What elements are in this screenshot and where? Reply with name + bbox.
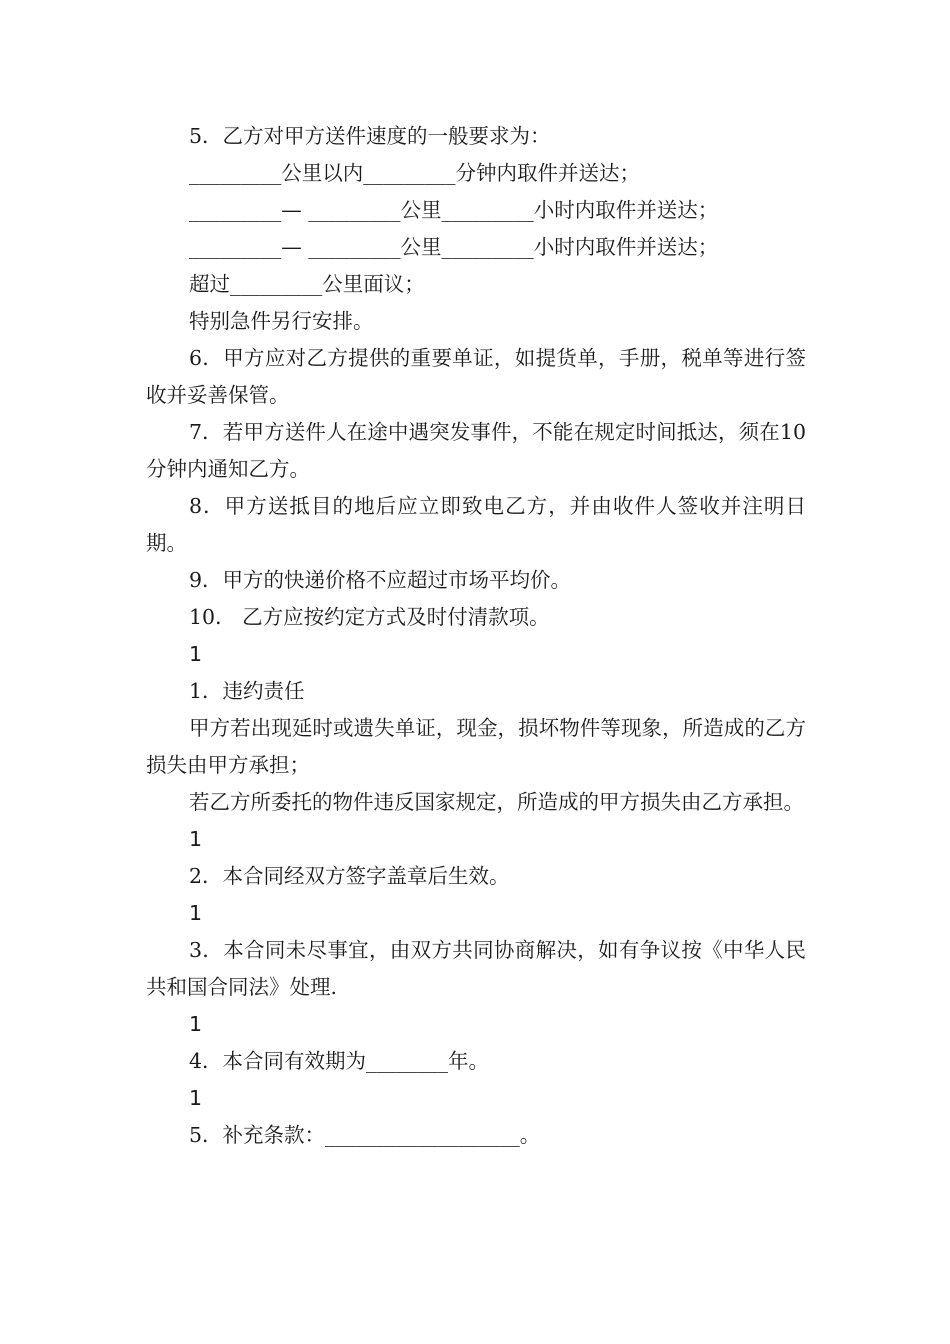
clause-validity-period: 4．本合同有效期为________年。 xyxy=(189,1049,490,1073)
section-number: 1 xyxy=(189,827,203,851)
speed-line-urgent: 特别急件另行安排。 xyxy=(189,309,374,333)
clause-10: 10． 乙方应按约定方式及时付清款项。 xyxy=(189,605,550,629)
section-number: 1 xyxy=(189,642,203,666)
section-number: 1 xyxy=(189,901,203,925)
breach-party-b: 若乙方所委托的物件违反国家规定，所造成的甲方损失由乙方承担。 xyxy=(189,790,804,814)
clause-8: 8．甲方送抵目的地后应立即致电乙方，并由收件人签收并注明日期。 xyxy=(146,494,806,555)
speed-line-over: 超过_________公里面议； xyxy=(189,272,425,296)
speed-line-1: _________公里以内_________分钟内取件并送达； xyxy=(189,161,640,185)
breach-liability-heading: 1．违约责任 xyxy=(189,679,305,703)
clause-effective: 2．本合同经双方签字盖章后生效。 xyxy=(189,864,510,888)
section-number: 1 xyxy=(189,1012,203,1036)
clause-9: 9．甲方的快递价格不应超过市场平均价。 xyxy=(189,568,572,592)
speed-line-3: _________— _________公里_________小时内取件并送达； xyxy=(189,235,719,259)
clause-6: 6．甲方应对乙方提供的重要单证，如提货单，手册，税单等进行签收并妥善保管。 xyxy=(146,346,806,407)
contract-body xyxy=(146,118,806,1154)
speed-line-2: _________— _________公里_________小时内取件并送达； xyxy=(189,198,719,222)
clause-7: 7．若甲方送件人在途中遇突发事件，不能在规定时间抵达，须在10分钟内通知乙方。 xyxy=(146,420,806,481)
clause-supplementary: 5．补充条款：___________________。 xyxy=(189,1123,541,1147)
clause-disputes: 3．本合同未尽事宜，由双方共同协商解决，如有争议按《中华人民共和国合同法》处理. xyxy=(146,938,806,999)
clause-5-speed-requirements: 5．乙方对甲方送件速度的一般要求为： xyxy=(189,124,551,148)
breach-party-a: 甲方若出现延时或遗失单证，现金，损坏物件等现象，所造成的乙方损失由甲方承担； xyxy=(146,716,806,777)
section-number: 1 xyxy=(189,1086,203,1110)
